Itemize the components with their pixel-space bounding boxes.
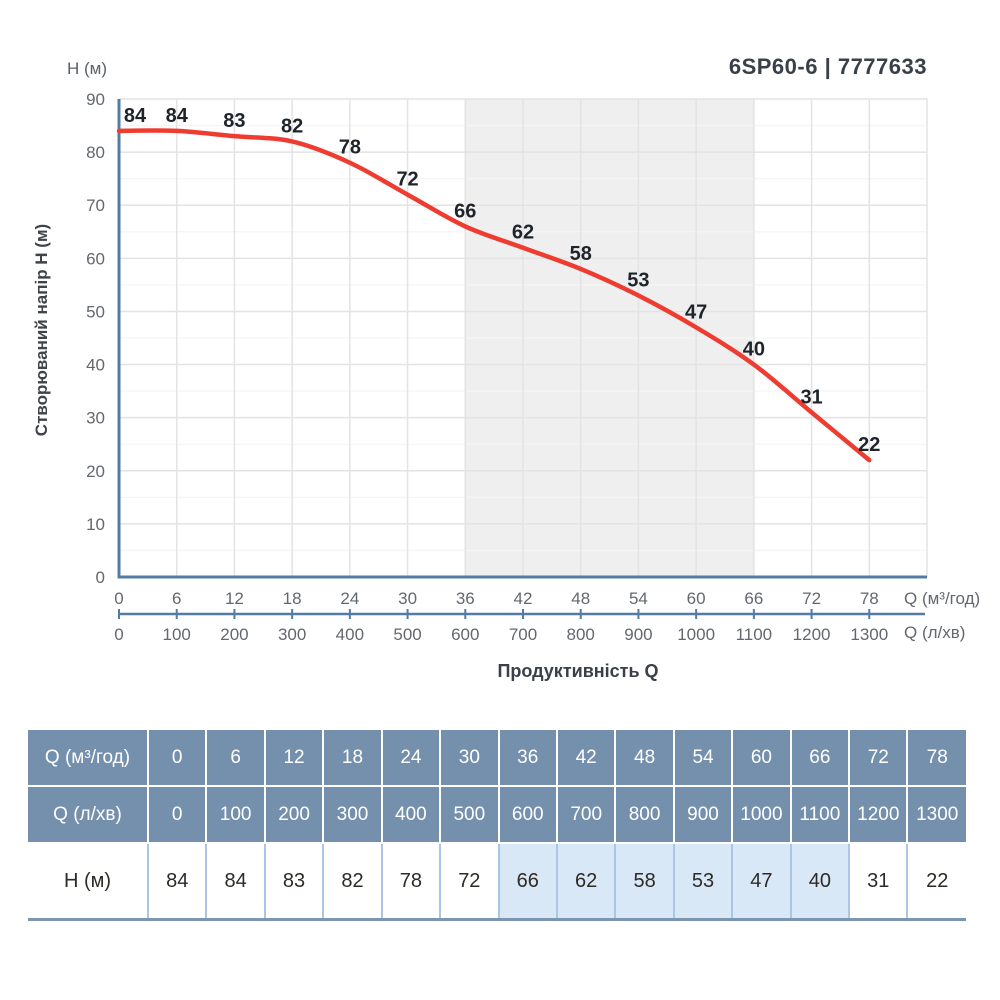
head-value-cell: 83 — [265, 843, 323, 920]
table-row — [28, 843, 966, 920]
head-value-cell: 78 — [382, 843, 440, 920]
curve-point-label: 31 — [800, 386, 823, 409]
flow-value-cell: 800 — [615, 786, 673, 843]
curve-point-label: 72 — [396, 168, 419, 191]
x-tick-label-lmin: 700 — [508, 625, 538, 644]
x-tick-label-lmin: 500 — [393, 625, 422, 644]
head-value-cell: 66 — [499, 843, 557, 920]
flow-value-cell: 400 — [382, 786, 440, 843]
flow-value-cell: 0 — [148, 730, 206, 786]
y-tick-label: 50 — [86, 302, 105, 322]
x-tick-label-m3h: 54 — [628, 589, 648, 608]
head-value-cell: 62 — [557, 843, 615, 920]
flow-value-cell: 900 — [674, 786, 732, 843]
head-value-cell: 72 — [440, 843, 498, 920]
flow-value-cell: 42 — [557, 730, 615, 786]
curve-point-label: 62 — [511, 221, 535, 244]
y-tick-label: 40 — [86, 355, 105, 375]
y-tick-label: 0 — [95, 568, 105, 587]
x-tick-label-lmin: 1200 — [792, 625, 831, 644]
x-tick-label-lmin: 900 — [624, 625, 653, 644]
flow-value-cell: 1000 — [732, 786, 790, 843]
x-tick-label-m3h: 30 — [398, 589, 418, 608]
x-tick-label-lmin: 300 — [277, 625, 307, 644]
head-value-cell: 84 — [206, 843, 264, 920]
flow-value-cell: 300 — [323, 786, 381, 843]
curve-point-label: 82 — [281, 115, 304, 138]
flow-value-cell: 700 — [557, 786, 615, 843]
x-tick-label-lmin: 800 — [566, 625, 595, 644]
row-label: Q (м³/год) — [28, 730, 148, 786]
y-tick-label: 80 — [86, 143, 105, 163]
head-value-cell: 31 — [849, 843, 907, 920]
flow-value-cell: 78 — [907, 730, 966, 786]
curve-point-label: 84 — [165, 104, 188, 127]
flow-value-cell: 500 — [440, 786, 498, 843]
y-tick-label: 90 — [86, 90, 105, 109]
y-tick-label: 70 — [86, 196, 105, 216]
x-tick-label-m3h: 66 — [744, 589, 764, 608]
flow-value-cell: 600 — [499, 786, 557, 843]
table-row — [28, 730, 966, 786]
x-tick-label-lmin: 1300 — [850, 625, 889, 644]
row-label: Q (л/хв) — [28, 786, 148, 843]
table-row — [28, 786, 966, 843]
curve-point-label: 47 — [685, 301, 708, 324]
y-tick-label: 30 — [86, 408, 105, 428]
flow-value-cell: 72 — [849, 730, 907, 786]
x-axis-title: Продуктивність Q — [497, 661, 659, 681]
x-tick-label-m3h: 48 — [571, 589, 591, 608]
flow-value-cell: 36 — [499, 730, 557, 786]
flow-value-cell: 12 — [265, 730, 323, 786]
x-tick-label-lmin: 200 — [220, 625, 249, 644]
x-tick-label-m3h: 24 — [340, 589, 360, 608]
flow-value-cell: 66 — [791, 730, 849, 786]
x-tick-label-lmin: 1100 — [735, 625, 773, 644]
flow-value-cell: 54 — [674, 730, 732, 786]
flow-value-cell: 100 — [206, 786, 264, 843]
flow-value-cell: 30 — [440, 730, 498, 786]
flow-value-cell: 1300 — [907, 786, 966, 843]
x-axis-unit-lmin-label: Q (л/хв) — [904, 623, 966, 642]
x-tick-label-m3h: 6 — [171, 589, 182, 608]
flow-value-cell: 1100 — [791, 786, 849, 843]
curve-point-label: 66 — [454, 200, 477, 223]
curve-point-label: 58 — [569, 242, 592, 265]
x-tick-label-lmin: 0 — [114, 625, 124, 644]
x-tick-label-lmin: 600 — [451, 625, 480, 644]
x-tick-label-lmin: 100 — [162, 625, 191, 644]
flow-value-cell: 6 — [206, 730, 264, 786]
head-value-cell: 22 — [907, 843, 966, 920]
flow-value-cell: 1200 — [849, 786, 907, 843]
flow-value-cell: 60 — [732, 730, 790, 786]
head-value-cell: 84 — [148, 843, 206, 920]
x-tick-label-lmin: 1000 — [677, 625, 716, 644]
x-tick-label-m3h: 72 — [802, 589, 822, 608]
pump-data-table — [28, 730, 966, 921]
y-tick-label: 60 — [86, 249, 105, 269]
y-axis-unit-label: H (м) — [67, 59, 108, 78]
x-tick-label-m3h: 42 — [513, 589, 533, 608]
y-tick-label: 20 — [86, 461, 105, 481]
x-tick-label-m3h: 18 — [282, 589, 302, 608]
curve-point-label: 53 — [627, 269, 650, 292]
x-tick-label-m3h: 0 — [114, 589, 124, 608]
x-tick-label-lmin: 400 — [335, 625, 365, 644]
y-tick-label: 10 — [86, 514, 105, 534]
curve-point-label: 84 — [123, 104, 147, 127]
flow-value-cell: 0 — [148, 786, 206, 843]
head-value-cell: 58 — [615, 843, 673, 920]
pump-table — [28, 730, 966, 921]
curve-point-label: 40 — [742, 338, 765, 361]
page-title: 6SP60-6 | 7777633 — [728, 54, 927, 79]
flow-value-cell: 200 — [265, 786, 323, 843]
head-value-cell: 82 — [323, 843, 381, 920]
y-axis-title: Створюваний напір H (м) — [32, 223, 51, 437]
head-value-cell: 47 — [732, 843, 790, 920]
head-value-cell: 40 — [791, 843, 849, 920]
flow-value-cell: 24 — [382, 730, 440, 786]
x-tick-label-m3h: 36 — [455, 589, 475, 608]
flow-value-cell: 18 — [323, 730, 381, 786]
x-tick-label-m3h: 78 — [859, 589, 879, 608]
flow-value-cell: 48 — [615, 730, 673, 786]
x-tick-label-m3h: 12 — [224, 589, 244, 608]
x-axis-unit-m3h-label: Q (м³/год) — [904, 589, 981, 608]
curve-point-label: 22 — [858, 434, 881, 457]
x-tick-label-m3h: 60 — [686, 589, 706, 608]
head-value-cell: 53 — [674, 843, 732, 920]
curve-point-label: 83 — [223, 110, 246, 133]
row-label: H (м) — [28, 843, 148, 920]
curve-point-label: 78 — [338, 136, 361, 159]
